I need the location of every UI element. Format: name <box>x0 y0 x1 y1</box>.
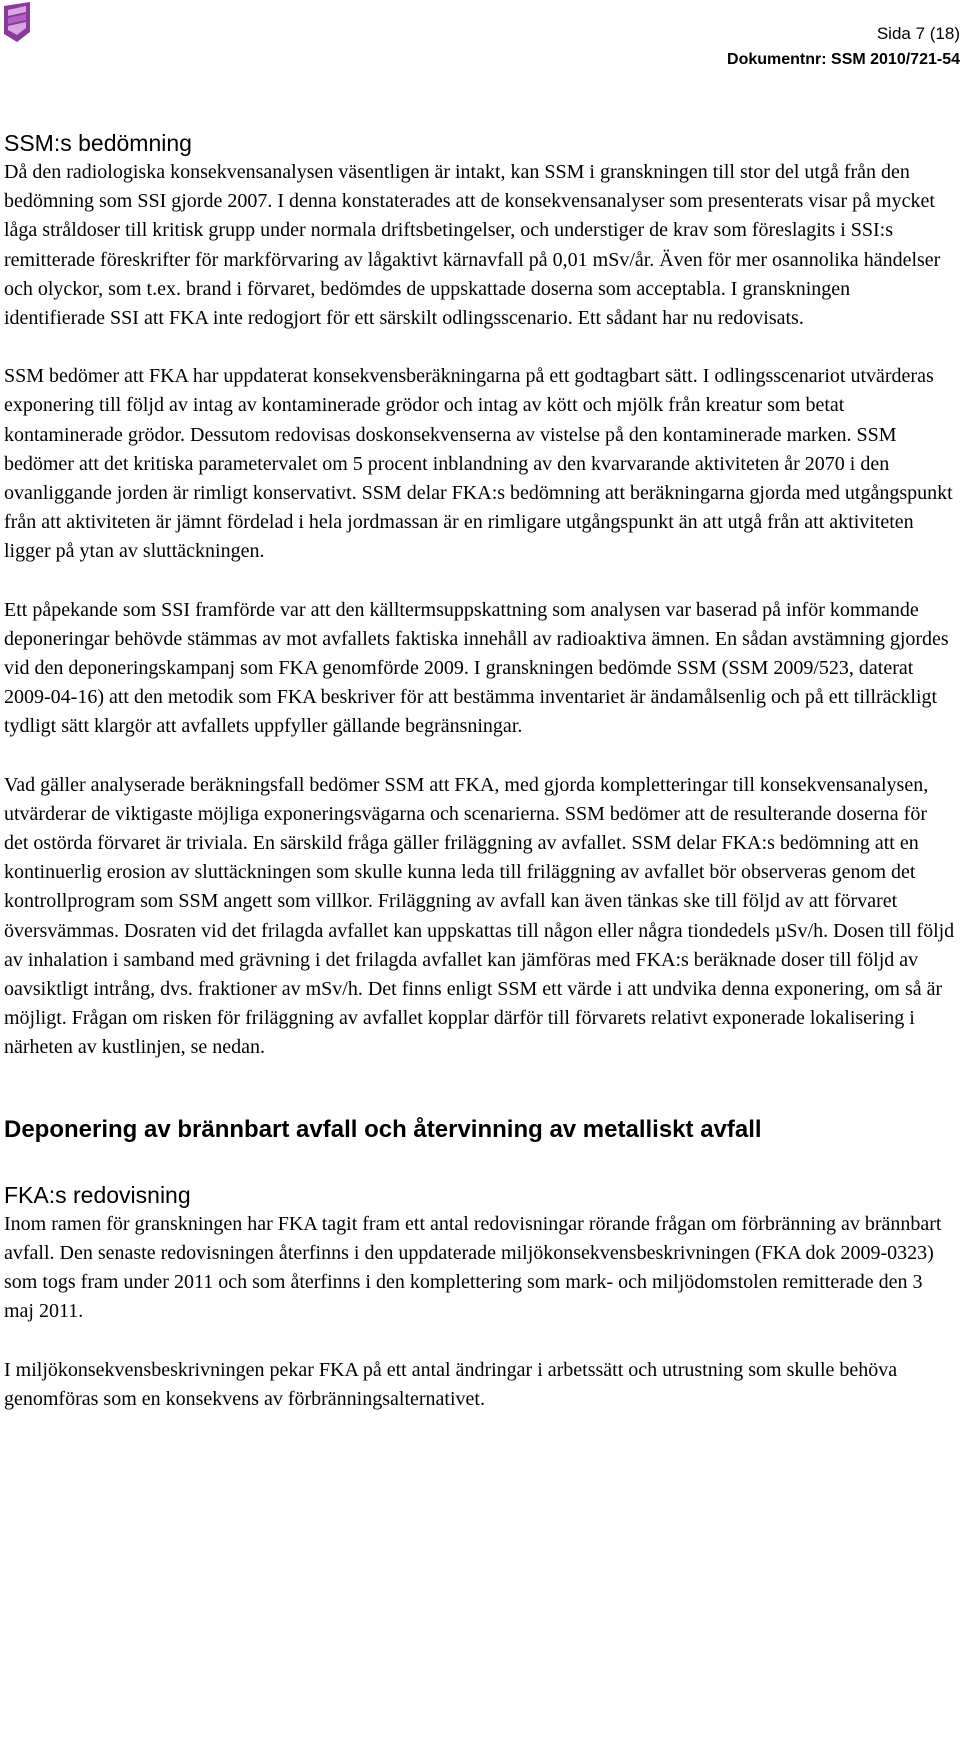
document-number: Dokumentnr: SSM 2010/721-54 <box>727 51 960 68</box>
ssm-assessment-paragraph-4: Vad gäller analyserade beräkningsfall bedömer SSM att FKA, med gjorda kompletteringar till konsekvensanalysen, utvärderar de viktigaste möjliga exponeringsvägarna och scenarierna. SSM bedömer att de resulterande doserna för det ostörda förvaret är triviala. En särskild fråga gäller friläggning av avfallet. SSM delar FKA:s bedömning att en kontinuerlig erosion av sluttäckningen som skulle kunna leda till friläggning av avfallet bör observeras genom det kontrollprogram som SSM angett som villkor. Friläggning av avfall kan även tänkas ske till följd av att förvaret översvämmas. Dosraten vid det frilagda avfallet kan uppskattas till någon eller några tiondedels µSv/h. Dosen till följd av inhalation i samband med grävning i det frilagda avfallet kan jämföras med FKA:s beräknade doser till följd av oavsiktligt intrång, dvs. fraktioner av mSv/h. Det finns enligt SSM ett värde i att undvika denna exponering, om så är möjligt. Frågan om risken för friläggning av avfallet kopplar därför till förvarets relativt exponerade lokalisering i närheten av kustlinjen, se nedan. <box>4 773 955 1059</box>
page-header <box>727 22 960 72</box>
fka-report-paragraph-1: Inom ramen för granskningen har FKA tagit fram ett antal redovisningar rörande frågan om förbränning av brännbart avfall. Den senaste redovisningen återfinns i den uppdaterade miljökonsekvensbeskrivningen (FKA dok 2009-0323) som togs fram under 2011 och som återfinns i den komplettering som mark- och miljödomstolen remitterade den 3 maj 2011. <box>4 1212 942 1323</box>
organization-logo <box>2 2 32 44</box>
ssm-assessment-paragraph-2: SSM bedömer att FKA har uppdaterat konsekvensberäkningarna på ett godtagbart sätt. I odlingsscenariot utvärderas exponering till följd av intag av kontaminerade grödor och intag av kött och mjölk från kreatur som betat kontaminerade grödor. Dessutom redovisas doskonsekvenserna av vistelse på den kontaminerade marken. SSM bedömer att det kritiska parametervalet om 5 procent inblandning av den kvarvarande aktiviteten år 2070 i den ovanliggande jorden är rimligt konservativt. SSM delar FKA:s bedömning att beräkningarna gjorda med utgångspunkt från att aktiviteten är jämnt fördelad i hela jordmassan är en rimligare utgångspunkt än att utgå från att aktiviteten ligger på ytan av sluttäckningen. <box>4 365 953 563</box>
fka-report-paragraph-2: I miljökonsekvensbeskrivningen pekar FKA på ett antal ändringar i arbetssätt och utrustning som skulle behöva genomföras som en konsekvens av förbränningsalternativet. <box>4 1358 898 1410</box>
ssm-logo-mark <box>2 2 32 44</box>
page-number: Sida 7 (18) <box>876 24 960 43</box>
ssm-assessment-paragraph-1: Då den radiologiska konsekvensanalysen väsentligen är intakt, kan SSM i granskningen till stor del utgå från den bedömning som SSI gjorde 2007. I denna konstaterades att de konsekvensanalyser som presenterats visar på mycket låga stråldoser till kritisk grupp under normala driftsbetingelser, och understiger de krav som föreslagits i SSI:s remitterade föreskrifter för markförvaring av lågaktivt kärnavfall på 0,01 mSv/år. Även för mer osannolika händelser och olyckor, som t.ex. brand i förvaret, bedömdes de uppskattade doserna som acceptabla. I granskningen identifierade SSI att FKA inte redogjort för ett särskilt odlingsscenario. Ett sådant har nu redovisats. <box>4 161 941 330</box>
ssm-assessment-heading: SSM:s bedömning <box>4 130 192 156</box>
document-body <box>4 128 956 1414</box>
deposit-section-heading: Deponering av brännbart avfall och återvinning av metalliskt avfall <box>4 1115 762 1143</box>
ssm-assessment-paragraph-3: Ett påpekande som SSI framförde var att den källtermsuppskattning som analysen var baserad på inför kommande deponeringar behövde stämmas av mot avfallets faktiska innehåll av radioaktiva ämnen. En sådan avstämning gjordes vid den deponeringskampanj som FKA genomförde 2009. I granskningen bedömde SSM (SSM 2009/523, daterat 2009-04-16) att den metodik som FKA beskriver för att bestämma inventariet är ändamålsenlig och på ett tillräckligt tydligt sätt klargör att avfallets uppfyller gällande begränsningar. <box>4 598 949 738</box>
fka-report-heading: FKA:s redovisning <box>4 1181 191 1208</box>
